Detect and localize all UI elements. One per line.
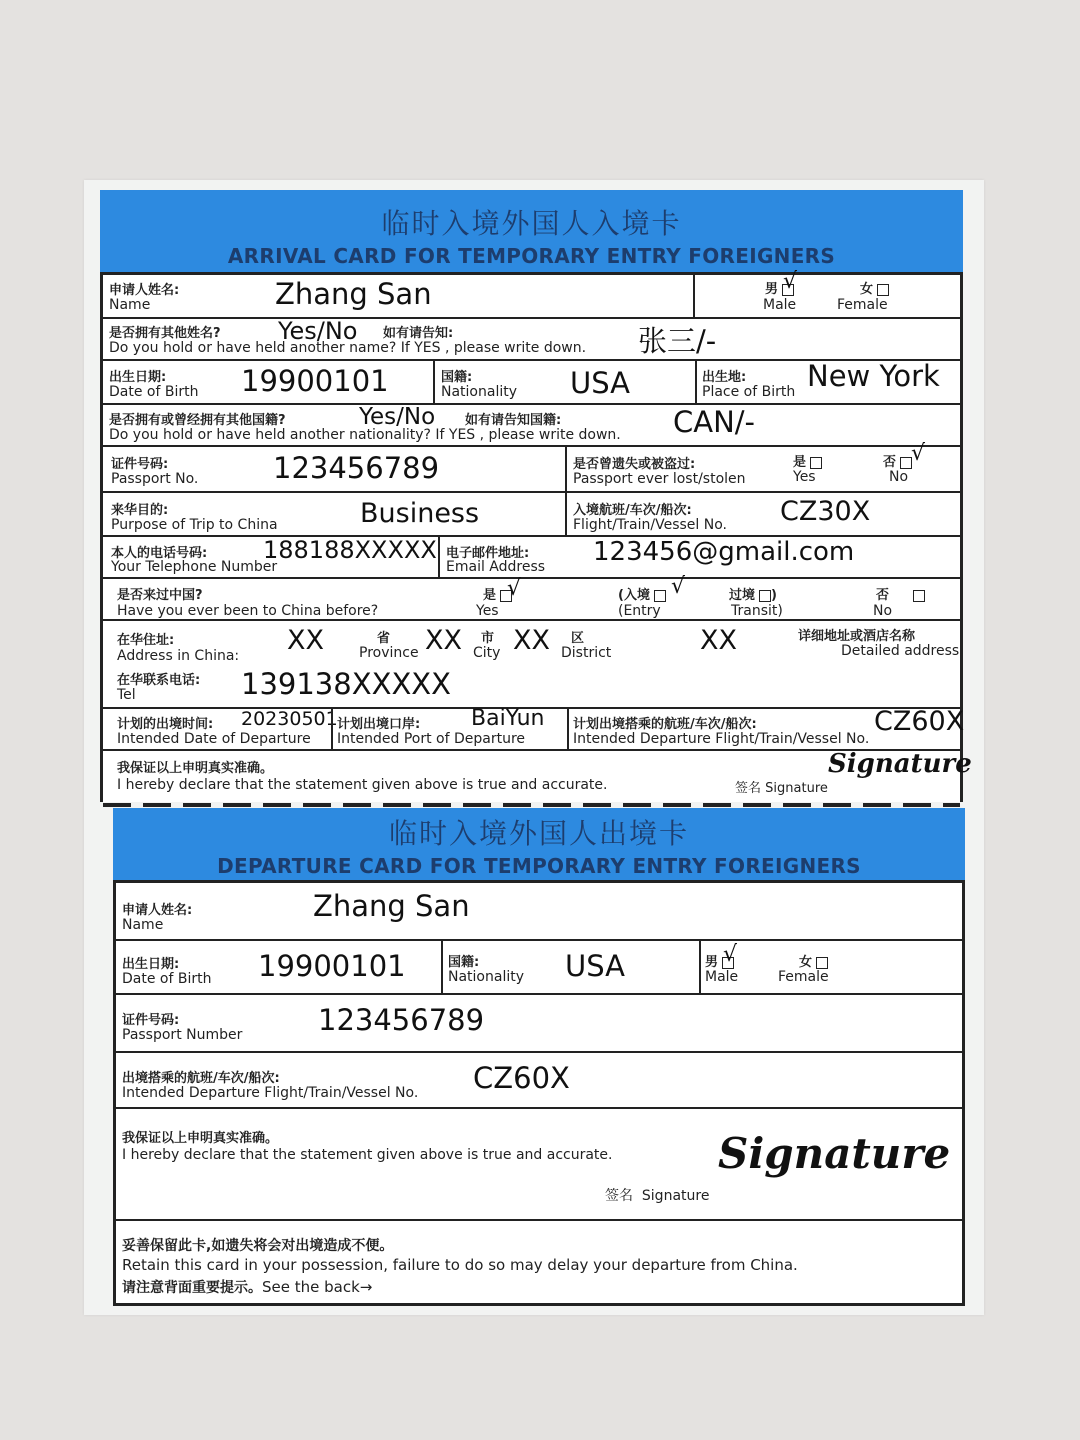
arrival-city-value: XX: [425, 625, 462, 656]
arrival-dep-flight-cell: [567, 706, 965, 749]
arrival-lost-yes-en: Yes: [793, 469, 816, 485]
departure-dob-label-zh: 出生日期:: [122, 957, 180, 972]
arrival-lost-yes-checkbox[interactable]: [810, 457, 822, 469]
arrival-passport-cell: [103, 447, 565, 491]
arrival-china-tel-value: 139138XXXXX: [241, 667, 452, 701]
arrival-been-label-en: Have you ever been to China before?: [117, 603, 379, 619]
arrival-dep-date-cell: [103, 708, 338, 749]
departure-nationality-value: USA: [565, 949, 626, 983]
departure-nationality-label-en: Nationality: [448, 969, 525, 985]
arrival-email-label-en: Email Address: [446, 559, 546, 575]
arrival-dep-flight-label-zh: 计划出境搭乘的航班/车次/船次:: [573, 717, 757, 732]
arrival-entry-checkbox[interactable]: [654, 590, 666, 602]
arrival-purpose-cell: [103, 493, 565, 535]
departure-signature: Signature: [718, 1129, 951, 1178]
arrival-name-cell: [103, 275, 693, 317]
departure-declare-zh: 我保证以上申明真实准确。: [122, 1131, 279, 1146]
arrival-other-name-label-en: Do you hold or have held another name? If YES , please write down.: [109, 340, 587, 356]
departure-row-birth: [116, 941, 962, 995]
tear-line: [103, 803, 960, 807]
arrival-row-passport: [103, 441, 960, 493]
arrival-entry-zh: (入境: [618, 584, 666, 603]
arrival-dob-value: 19900101: [241, 364, 389, 398]
arrival-address-label-en: Address in China:: [117, 648, 240, 664]
arrival-other-name-yesno: Yes/No: [278, 317, 358, 345]
departure-female-label-en: Female: [778, 969, 829, 985]
arrival-passport-label-en: Passport No.: [111, 471, 199, 487]
departure-name-label-zh: 申请人姓名:: [122, 903, 193, 918]
arrival-district-label-zh: 区: [571, 631, 585, 646]
arrival-flight-cell: [565, 493, 960, 535]
arrival-district-value: XX: [513, 625, 550, 656]
arrival-nationality-label-zh: 国籍:: [441, 370, 473, 385]
arrival-male-label-en: Male: [763, 297, 797, 313]
arrival-title-en: ARRIVAL CARD FOR TEMPORARY ENTRY FOREIGNERS: [227, 244, 836, 268]
arrival-name-label-zh: 申请人姓名:: [109, 283, 180, 298]
arrival-flight-label-zh: 入境航班/车次/船次:: [573, 503, 692, 518]
arrival-form: [100, 269, 972, 802]
arrival-tel-label-zh: 本人的电话号码:: [111, 546, 208, 561]
arrival-row-other-nationality: [103, 405, 960, 447]
arrival-row-birth: [103, 361, 960, 405]
departure-sign-label: 签名 Signature: [605, 1188, 710, 1204]
arrival-row-declaration: [103, 749, 972, 805]
arrival-row-name: [103, 269, 960, 319]
departure-passport-label-zh: 证件号码:: [122, 1013, 180, 1028]
arrival-city-label-zh: 市: [481, 631, 495, 646]
departure-declare-en: I hereby declare that the statement given above is true and accurate.: [122, 1147, 613, 1163]
arrival-female-label-zh: 女: [860, 278, 889, 297]
arrival-entry-en: (Entry: [618, 603, 661, 619]
arrival-been-no-zh: 否: [876, 584, 925, 603]
arrival-port-value: BaiYun: [471, 706, 545, 731]
arrival-other-nat-ifyes-zh: 如有请告知国籍:: [465, 413, 562, 428]
arrival-dob-label-zh: 出生日期:: [109, 370, 167, 385]
departure-sex-cell: [699, 941, 962, 993]
arrival-name-value: Zhang San: [275, 277, 432, 311]
arrival-tel-label-en: Your Telephone Number: [111, 559, 278, 575]
arrival-been-no-checkbox[interactable]: [913, 590, 925, 602]
departure-male-check-mark: √: [723, 942, 738, 967]
arrival-header: [100, 190, 963, 272]
departure-male-label-en: Male: [705, 969, 739, 985]
arrival-pob-cell: [695, 361, 960, 403]
arrival-email-value: 123456@gmail.com: [593, 537, 855, 567]
arrival-province-label-zh: 省: [377, 631, 391, 646]
arrival-row-been-to-china: [103, 574, 960, 621]
arrival-pob-label-en: Place of Birth: [702, 384, 796, 400]
arrival-sex-cell: [693, 269, 960, 317]
arrival-other-nat-value: CAN/-: [673, 405, 756, 439]
arrival-flight-value: CZ30X: [780, 496, 871, 527]
arrival-other-name-ifyes-zh: 如有请告知:: [383, 326, 454, 341]
arrival-other-nat-label-en: Do you hold or have held another nationality? If YES , please write down.: [109, 427, 621, 443]
arrival-dep-date-label-zh: 计划的出境时间:: [117, 717, 214, 732]
departure-title-en: DEPARTURE CARD FOR TEMPORARY ENTRY FOREIGNERS: [217, 854, 861, 878]
arrival-nationality-value: USA: [570, 366, 631, 400]
arrival-lost-label-zh: 是否曾遗失或被盗过:: [573, 457, 696, 472]
arrival-passport-label-zh: 证件号码:: [111, 457, 169, 472]
departure-female-label-zh: 女: [799, 951, 828, 970]
departure-dob-label-en: Date of Birth: [122, 971, 212, 987]
departure-card: [113, 808, 965, 1306]
arrival-row-contact: [103, 537, 960, 579]
departure-title-zh: 临时入境外国人出境卡: [388, 817, 689, 850]
arrival-declare-en: I hereby declare that the statement given above is true and accurate.: [117, 777, 608, 793]
arrival-detail-label-en: Detailed address: [841, 643, 960, 659]
arrival-lost-label-en: Passport ever lost/stolen: [573, 471, 746, 487]
arrival-china-tel-label-zh: 在华联系电话:: [117, 673, 201, 688]
departure-row-flight: [116, 1053, 962, 1109]
departure-form: [113, 880, 965, 1306]
arrival-been-yes-en: Yes: [476, 603, 499, 619]
arrival-card: [100, 190, 972, 802]
arrival-passport-value: 123456789: [273, 451, 440, 485]
departure-nationality-label-zh: 国籍:: [448, 955, 480, 970]
arrival-male-check-mark: √: [783, 269, 798, 294]
departure-row-name: [116, 883, 962, 941]
arrival-detail-label-zh: 详细地址或酒店名称: [798, 629, 916, 644]
departure-passport-label-en: Passport Number: [122, 1027, 243, 1043]
departure-male-label-zh: 男: [705, 951, 734, 970]
departure-dob-cell: [116, 941, 441, 993]
arrival-other-nat-label-zh: 是否拥有或曾经拥有其他国籍?: [109, 413, 286, 428]
arrival-address-label-zh: 在华住址:: [117, 633, 175, 648]
arrival-port-label-zh: 计划出境口岸:: [337, 717, 421, 732]
departure-row-declaration: [116, 1109, 962, 1221]
arrival-other-nat-yesno: Yes/No: [359, 404, 436, 430]
arrival-nationality-cell: [433, 361, 695, 403]
arrival-tel-cell: [103, 537, 438, 577]
arrival-row-other-name: [103, 319, 960, 361]
arrival-row-departure-plan: [103, 706, 965, 751]
departure-dob-value: 19900101: [258, 949, 406, 983]
departure-flight-label-zh: 出境搭乘的航班/车次/船次:: [122, 1071, 280, 1086]
arrival-tel-value: 188188XXXXX: [263, 536, 437, 564]
departure-row-passport: [116, 995, 962, 1053]
arrival-lost-no-check-mark: √: [911, 441, 926, 466]
arrival-transit-checkbox[interactable]: [759, 590, 771, 602]
arrival-entry-check-mark: √: [671, 574, 686, 599]
departure-flight-value: CZ60X: [473, 1061, 570, 1095]
arrival-female-label-en: Female: [837, 297, 888, 313]
departure-name-label-en: Name: [122, 917, 164, 933]
arrival-purpose-label-en: Purpose of Trip to China: [111, 517, 278, 533]
arrival-email-cell: [438, 537, 960, 577]
arrival-purpose-value: Business: [360, 498, 480, 529]
arrival-purpose-label-zh: 来华目的:: [111, 503, 169, 518]
arrival-pob-value: New York: [807, 359, 940, 393]
departure-passport-value: 123456789: [318, 1003, 485, 1037]
arrival-name-label-en: Name: [109, 297, 151, 313]
departure-flight-label-en: Intended Departure Flight/Train/Vessel No.: [122, 1085, 419, 1101]
arrival-been-no-en: No: [873, 603, 893, 619]
arrival-port-label-en: Intended Port of Departure: [337, 731, 526, 747]
departure-retain-zh: 妥善保留此卡,如遗失将会对出境造成不便。: [122, 1238, 394, 1254]
arrival-province-label-en: Province: [359, 645, 419, 661]
arrival-email-label-zh: 电子邮件地址:: [446, 546, 530, 561]
arrival-title-zh: 临时入境外国人入境卡: [381, 207, 682, 240]
arrival-signature: Signature: [828, 749, 972, 779]
arrival-been-yes-zh: 是: [483, 584, 512, 603]
departure-header: [113, 808, 965, 880]
arrival-lost-no-zh: 否: [883, 451, 912, 470]
arrival-city-label-en: City: [473, 645, 501, 661]
arrival-detail-value: XX: [700, 625, 737, 656]
arrival-pob-label-zh: 出生地:: [702, 370, 747, 385]
arrival-district-label-en: District: [561, 645, 612, 661]
arrival-declare-zh: 我保证以上申明真实准确。: [117, 761, 274, 776]
arrival-row-address: [103, 621, 960, 709]
arrival-been-label-zh: 是否来过中国?: [117, 588, 203, 603]
arrival-lost-yes-zh: 是: [793, 451, 822, 470]
departure-retain-en: Retain this card in your possession, failure to do so may delay your departure from China.: [122, 1256, 798, 1274]
arrival-dob-cell: [103, 361, 433, 403]
arrival-dep-date-value: 20230501: [241, 708, 338, 730]
arrival-dob-label-en: Date of Birth: [109, 384, 199, 400]
departure-name-value: Zhang San: [313, 889, 470, 923]
arrival-transit-en: Transit): [731, 603, 783, 619]
arrival-china-tel-label-en: Tel: [117, 687, 136, 703]
arrival-been-yes-check-mark: √: [507, 576, 522, 601]
arrival-other-name-value: 张三/-: [638, 324, 717, 358]
departure-see-back: 请注意背面重要提示。See the back→: [122, 1278, 373, 1296]
departure-nationality-cell: [441, 941, 699, 993]
arrival-province-value: XX: [287, 625, 324, 656]
arrival-row-purpose: [103, 493, 960, 537]
arrival-lost-no-en: No: [889, 469, 909, 485]
departure-female-checkbox[interactable]: [816, 957, 828, 969]
arrival-transit-zh: 过境 ): [729, 588, 777, 603]
arrival-male-label-zh: 男: [765, 278, 794, 297]
arrival-nationality-label-en: Nationality: [441, 384, 518, 400]
departure-row-notice: [116, 1221, 962, 1307]
arrival-lost-cell: [565, 441, 960, 491]
arrival-dep-flight-value: CZ60X: [874, 706, 965, 737]
arrival-other-name-label-zh: 是否拥有其他姓名?: [109, 326, 221, 341]
arrival-flight-label-en: Flight/Train/Vessel No.: [573, 517, 727, 533]
arrival-female-checkbox[interactable]: [877, 284, 889, 296]
arrival-dep-flight-label-en: Intended Departure Flight/Train/Vessel No.: [573, 731, 870, 747]
arrival-dep-date-label-en: Intended Date of Departure: [117, 731, 311, 747]
arrival-port-cell: [331, 706, 567, 749]
arrival-sign-label: 签名 Signature: [735, 781, 828, 796]
